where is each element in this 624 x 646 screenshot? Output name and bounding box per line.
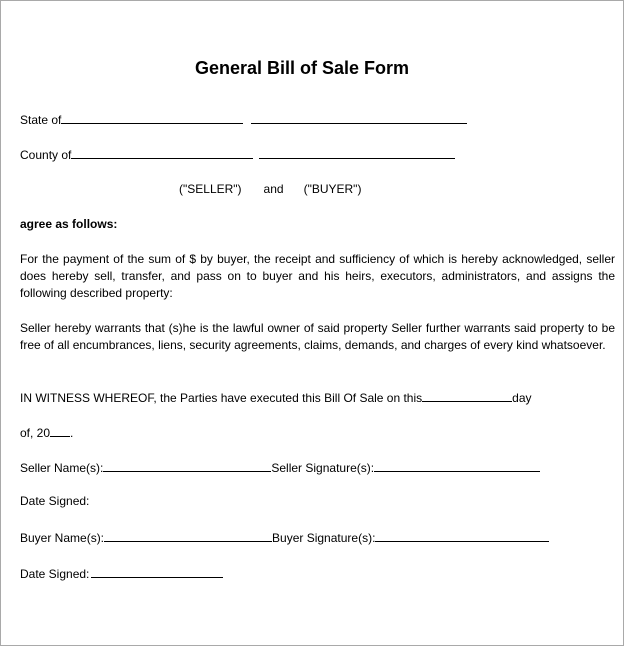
- county-label: County of: [20, 148, 72, 162]
- seller-name-blank[interactable]: [103, 459, 271, 472]
- warranty-paragraph: Seller hereby warrants that (s)he is the lawful owner of said property Seller further warrants said property to be free of all encumbrances, liens, security agreements, claims, demands, and charges of every kind whatsoever.: [20, 321, 615, 352]
- state-blank-1[interactable]: [61, 111, 243, 124]
- date-signed-label-2: Date Signed:: [20, 567, 90, 581]
- year-blank[interactable]: [50, 424, 70, 437]
- seller-row: [20, 459, 540, 476]
- buyer-signature-blank[interactable]: [375, 529, 549, 542]
- witness-day-blank[interactable]: [422, 389, 512, 402]
- payment-paragraph: For the payment of the sum of $ by buyer, the receipt and sufficiency of which is hereby acknowledged, seller does hereby sell, transfer, and pass on to buyer and his heirs, executors, administrators, and assigns the following described property:: [20, 252, 615, 300]
- document-title: General Bill of Sale Form: [194, 58, 410, 78]
- witness-row: [20, 389, 532, 406]
- of-year-text: of, 20: [20, 426, 51, 440]
- state-row: [20, 111, 467, 128]
- county-blank-1[interactable]: [71, 146, 253, 159]
- of-year-end: .: [70, 426, 74, 440]
- buyer-name-blank[interactable]: [104, 529, 272, 542]
- state-label: State of: [20, 113, 62, 127]
- agree-heading: agree as follows:: [20, 217, 118, 231]
- date-signed-blank-2[interactable]: [91, 565, 223, 578]
- and-word: and: [263, 182, 284, 196]
- date-signed-row-1: [20, 493, 89, 509]
- day-text: day: [512, 391, 532, 405]
- buyer-signature-label: Buyer Signature(s):: [272, 531, 376, 545]
- buyer-tag: ("BUYER"): [303, 182, 362, 196]
- date-signed-label-1: Date Signed:: [20, 494, 90, 508]
- county-blank-2[interactable]: [259, 146, 455, 159]
- seller-signature-label: Seller Signature(s):: [271, 461, 375, 475]
- state-blank-2[interactable]: [251, 111, 467, 124]
- seller-tag: ("SELLER"): [179, 182, 242, 196]
- buyer-row: [20, 529, 549, 546]
- seller-name-label: Seller Name(s):: [20, 461, 104, 475]
- witness-text: IN WITNESS WHEREOF, the Parties have executed this Bill Of Sale on this: [20, 391, 423, 405]
- year-row: [20, 424, 73, 441]
- date-signed-row-2: [20, 565, 223, 582]
- buyer-name-label: Buyer Name(s):: [20, 531, 105, 545]
- party-roles-row: [179, 181, 361, 197]
- seller-signature-blank[interactable]: [374, 459, 540, 472]
- county-row: [20, 146, 455, 163]
